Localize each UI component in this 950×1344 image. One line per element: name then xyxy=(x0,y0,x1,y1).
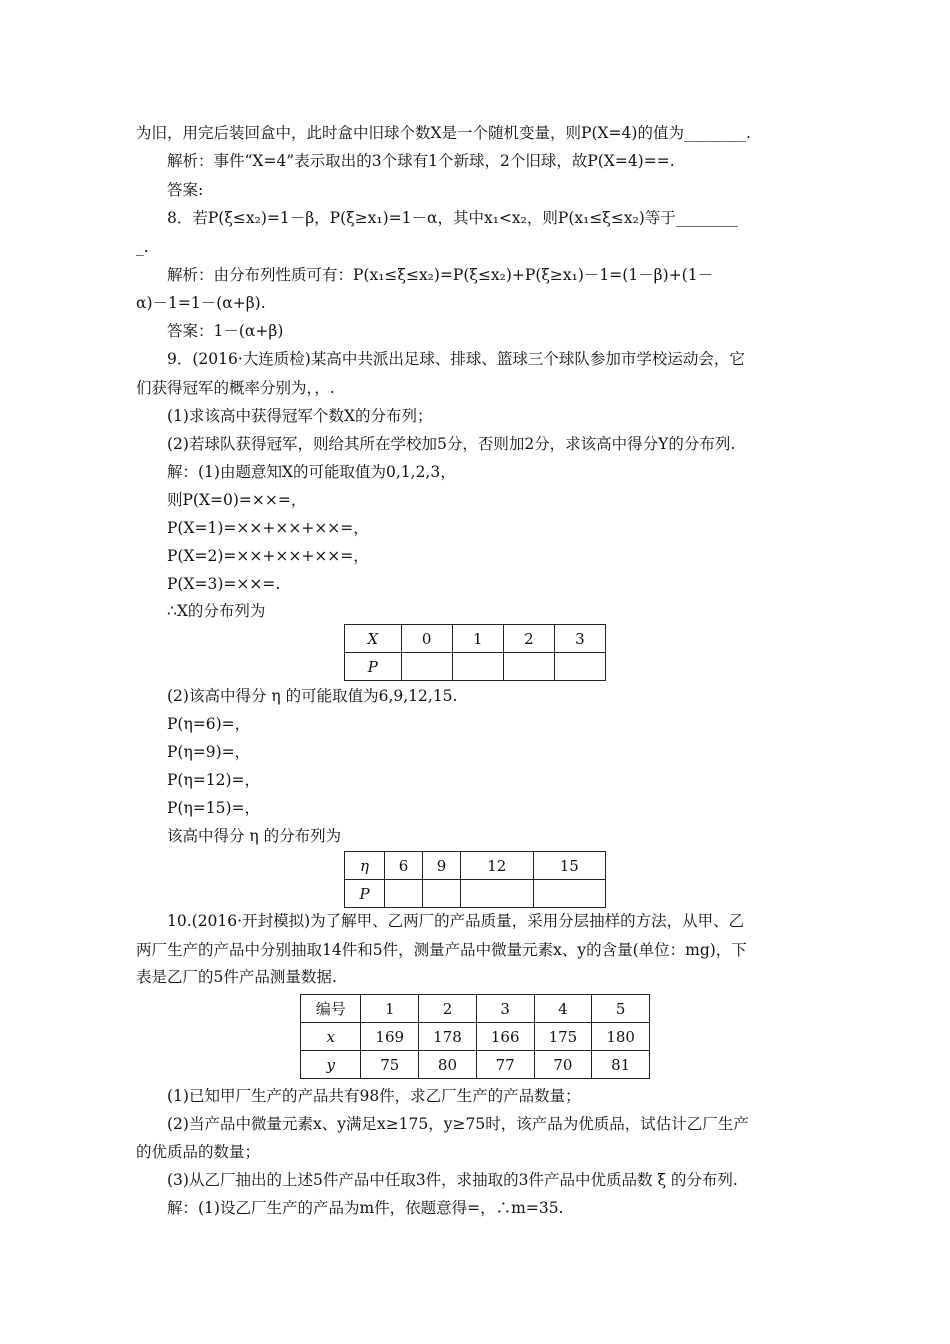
text-line: 10.(2016·开封模拟)为了解甲、乙两厂的产品质量，采用分层抽样的方法，从甲、乙 xyxy=(167,912,745,930)
table-cell: 4 xyxy=(534,995,592,1023)
text-line: P(X=1)=××+××+××=， xyxy=(167,519,369,537)
text-line: (3)从乙厂抽出的上述5件产品中任取3件，求抽取的3件产品中优质品数 ξ 的分布列. xyxy=(167,1171,738,1189)
table-cell: 180 xyxy=(592,1023,650,1051)
table-cell: η xyxy=(345,852,385,880)
table-cell: 2 xyxy=(503,625,554,653)
table-cell: 0 xyxy=(401,625,452,653)
text-line: P(η=15)=， xyxy=(167,799,261,817)
table-cell xyxy=(385,880,423,908)
table-cell xyxy=(452,653,503,681)
text-line: 9．(2016·大连质检)某高中共派出足球、排球、篮球三个球队参加市学校运动会，它 xyxy=(167,350,745,368)
text-line: 解析：由分布列性质可有：P(x₁≤ξ≤x₂)=P(ξ≤x₂)+P(ξ≥x₁)－1=(1－β)+(1－ xyxy=(167,266,714,284)
table-cell: 15 xyxy=(533,852,605,880)
text-line: _. xyxy=(136,238,149,256)
table-cell: x xyxy=(301,1023,361,1051)
table-cell xyxy=(554,653,605,681)
table-cell: y xyxy=(301,1051,361,1079)
text-line: 8．若P(ξ≤x₂)=1－β，P(ξ≥x₁)=1－α，其中x₁<x₂，则P(x₁≤ξ≤x₂)等于________ xyxy=(167,209,738,227)
table-cell: X xyxy=(345,625,402,653)
table-cell: P xyxy=(345,653,402,681)
table-cell: 12 xyxy=(461,852,533,880)
table-cell: 9 xyxy=(423,852,461,880)
text-line: P(η=9)=， xyxy=(167,743,251,761)
table-cell: 2 xyxy=(419,995,477,1023)
table-cell xyxy=(503,653,554,681)
table-cell xyxy=(423,880,461,908)
text-line: P(η=12)=， xyxy=(167,771,261,789)
text-line: 的优质品的数量； xyxy=(136,1143,261,1161)
table-cell: 75 xyxy=(361,1051,419,1079)
table-cell: 3 xyxy=(476,995,534,1023)
distribution-table-x xyxy=(344,624,606,681)
table-cell: 77 xyxy=(476,1051,534,1079)
text-line: ∴X的分布列为 xyxy=(167,602,266,620)
table-cell: 5 xyxy=(592,995,650,1023)
distribution-table-eta xyxy=(344,851,606,908)
table-cell xyxy=(461,880,533,908)
table-cell: 178 xyxy=(419,1023,477,1051)
table-cell: 1 xyxy=(452,625,503,653)
table-cell: 80 xyxy=(419,1051,477,1079)
text-line: 两厂生产的产品中分别抽取14件和5件，测量产品中微量元素x、y的含量(单位：mg)，下 xyxy=(136,941,747,959)
text-line: (2)若球队获得冠军，则给其所在学校加5分，否则加2分，求该高中得分Y的分布列. xyxy=(167,435,736,453)
text-line: P(X=3)=××=. xyxy=(167,575,281,593)
text-line: P(X=2)=××+××+××=， xyxy=(167,547,369,565)
text-line: 该高中得分 η 的分布列为 xyxy=(167,827,342,845)
table-cell: 编号 xyxy=(301,995,361,1023)
table-cell: 1 xyxy=(361,995,419,1023)
table-cell: 175 xyxy=(534,1023,592,1051)
text-line: α)－1=1－(α+β). xyxy=(136,294,266,312)
text-line: (2)当产品中微量元素x、y满足x≥175，y≥75时，该产品为优质品，试估计乙厂生产 xyxy=(167,1115,749,1133)
text-line: 则P(X=0)=××=， xyxy=(167,491,307,509)
text-line: (1)求该高中获得冠军个数X的分布列； xyxy=(167,407,433,425)
text-line: 为旧，用完后装回盒中，此时盒中旧球个数X是一个随机变量，则P(X=4)的值为________. xyxy=(136,124,751,142)
text-line: 解析：事件“X=4”表示取出的3个球有1个新球，2个旧球，故P(X=4)==. xyxy=(167,152,675,170)
text-line: 表是乙厂的5件产品测量数据. xyxy=(136,968,337,986)
table-cell: 81 xyxy=(592,1051,650,1079)
text-line: P(η=6)=， xyxy=(167,715,251,733)
measurement-table xyxy=(300,994,650,1079)
text-line: 解：(1)设乙厂生产的产品为m件，依题意得=，∴m=35. xyxy=(167,1199,564,1217)
text-line: 答案: xyxy=(167,181,204,199)
table-cell xyxy=(533,880,605,908)
text-line: 们获得冠军的概率分别为，，. xyxy=(136,379,335,397)
text-line: 解：(1)由题意知X的可能取值为0,1,2,3， xyxy=(167,463,456,481)
text-line: (2)该高中得分 η 的可能取值为6,9,12,15. xyxy=(167,687,458,705)
text-line: 答案：1－(α+β) xyxy=(167,322,284,340)
table-cell: 169 xyxy=(361,1023,419,1051)
table-cell: 166 xyxy=(476,1023,534,1051)
text-line: (1)已知甲厂生产的产品共有98件，求乙厂生产的产品数量； xyxy=(167,1087,581,1105)
table-cell xyxy=(401,653,452,681)
table-cell: 6 xyxy=(385,852,423,880)
table-cell: 70 xyxy=(534,1051,592,1079)
table-cell: P xyxy=(345,880,385,908)
table-cell: 3 xyxy=(554,625,605,653)
